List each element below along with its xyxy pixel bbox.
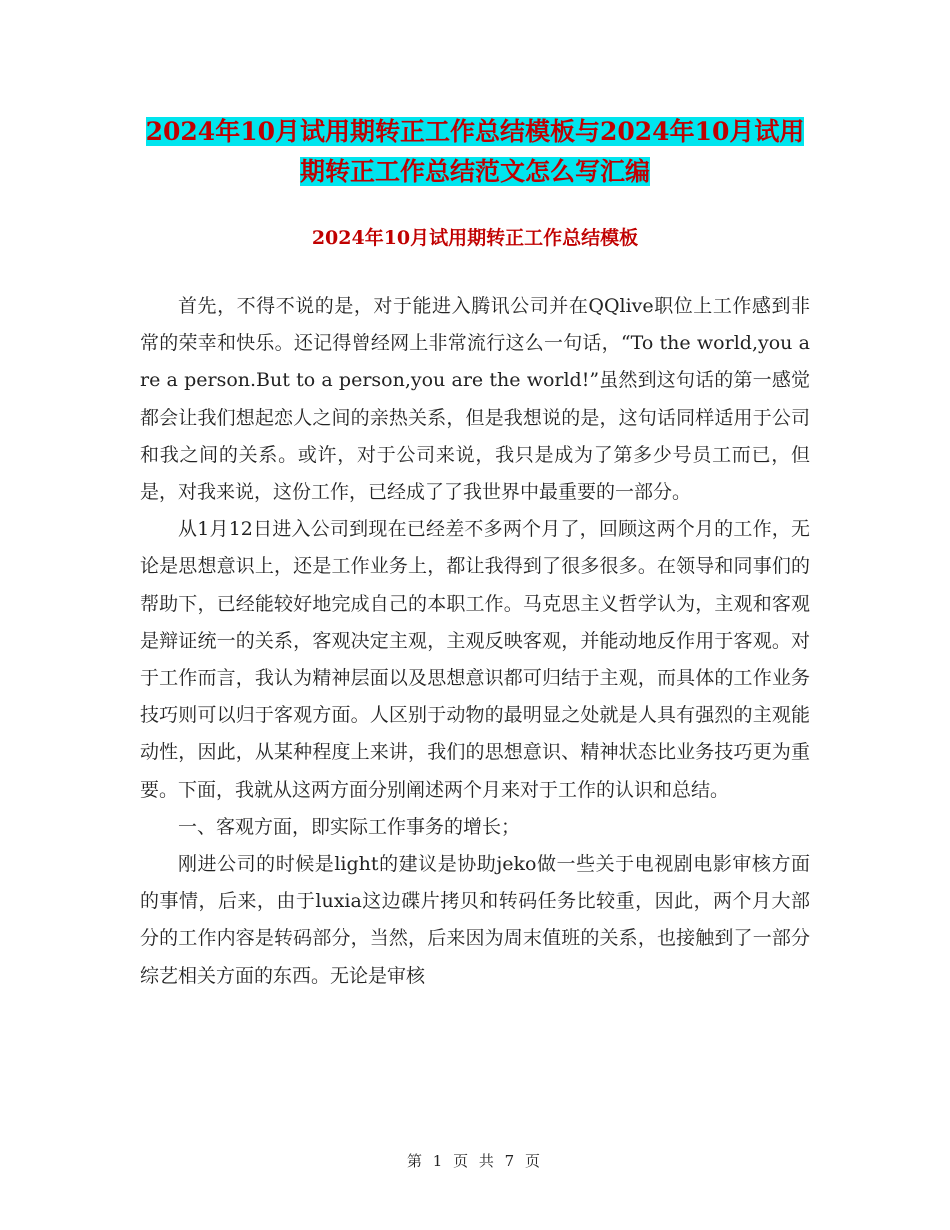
paragraph-4: 刚进公司的时候是light的建议是协助jeko做一些关于电视剧电影审核方面的事情，后来，由于luxia这边碟片拷贝和转码任务比较重，因此，两个月大部分的工作内容是转码部分，当然，后来因为周末值班的关系，也接触到了一部分综艺相关方面的东西。无论是审核 (140, 853, 810, 987)
section-title: 2024年10月试用期转正工作总结模板 (311, 227, 639, 249)
title-highlight: 2024年10月试用期转正工作总结模板与2024年10月试用期转正工作总结范文怎么写汇编 (145, 117, 805, 186)
document-body (140, 288, 810, 995)
document-title (140, 112, 810, 192)
paragraph-2: 从1月12日进入公司到现在已经差不多两个月了，回顾这两个月的工作，无论是思想意识上，还是工作业务上，都让我得到了很多很多。在领导和同事们的帮助下，已经能较好地完成自己的本职工作。马克思主义哲学认为，主观和客观是辩证统一的关系，客观决定主观，主观反映客观，并能动地反作用于客观。对于工作而言，我认为精神层面以及思想意识都可归结于主观，而具体的工作业务技巧则可以归于客观方面。人区别于动物的最明显之处就是人具有强烈的主观能动性，因此，从某种程度上来讲，我们的思想意识、精神状态比业务技巧更为重要。下面，我就从这两方面分别阐述两个月来对于工作的认识和总结。 (140, 518, 810, 801)
paragraph-3: 一、客观方面，即实际工作事务的增长； (178, 815, 521, 838)
page-number-footer: 第 1 页 共 7 页 (407, 1152, 543, 1170)
paragraph-1: 首先，不得不说的是，对于能进入腾讯公司并在QQlive职位上工作感到非常的荣幸和快乐。还记得曾经网上非常流行这么一句话，“To the world,you are a person.But to a person,you are the world!”虽然到这句话的第一感觉都会让我们想起恋人之间的亲热关系，但是我想说的是，这句话同样适用于公司和我之间的关系。或许，对于公司来说，我只是成为了第多少号员工而已，但是，对我来说，这份工作，已经成了了我世界中最重要的一部分。 (140, 295, 810, 504)
